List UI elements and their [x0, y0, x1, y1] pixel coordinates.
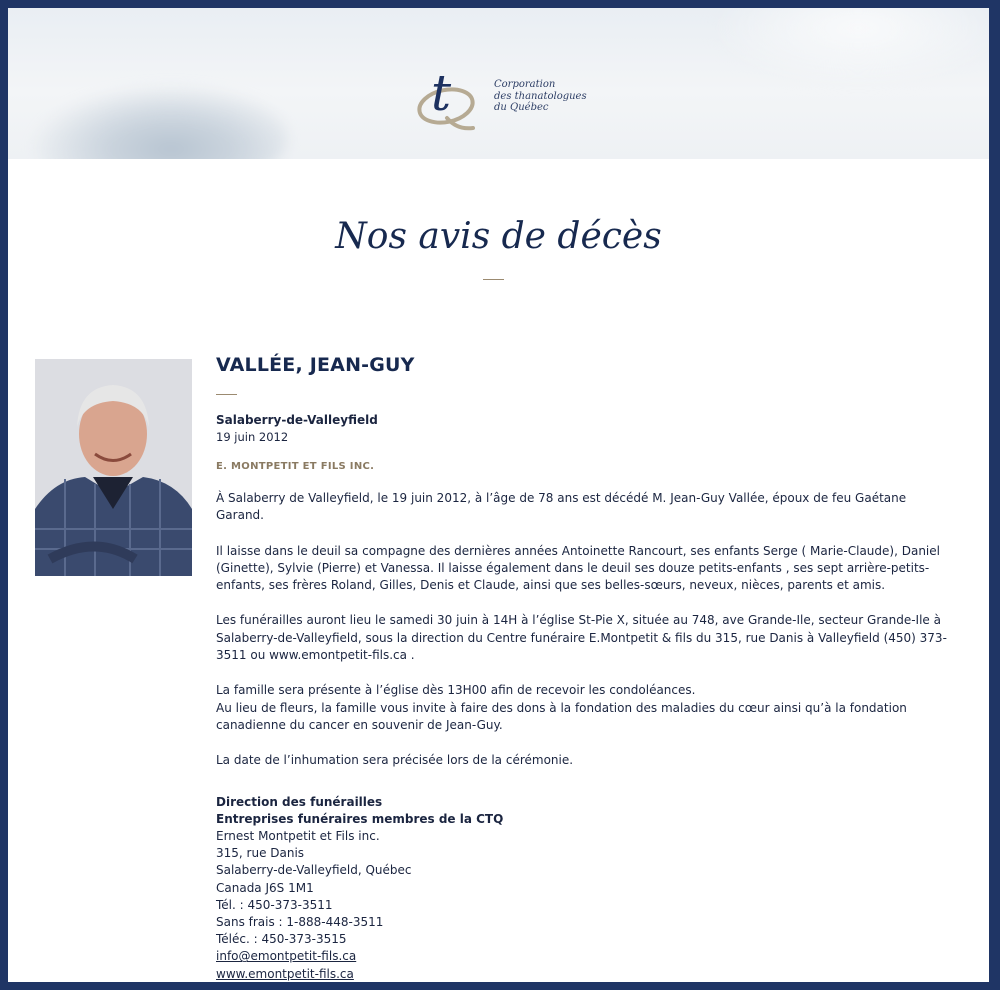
svg-text:t: t — [431, 64, 452, 122]
contact-website-link[interactable]: www.emontpetit-fils.ca — [216, 966, 354, 981]
obituary-paragraph: Au lieu de fleurs, la famille vous invite à faire des dons à la fondation des maladies du cœur ainsi qu’à la fondation canadienne du cancer en souvenir de Jean-Guy. — [216, 700, 907, 732]
sky-cloud-decoration — [28, 83, 288, 159]
notice-date: 19 juin 2012 — [216, 430, 289, 444]
funeral-home-name: E. MONTPETIT ET FILS INC. — [216, 461, 375, 472]
contact-tollfree: Sans frais : 1-888-448-3511 — [216, 914, 384, 929]
page-title: Nos avis de décès — [335, 216, 662, 257]
logo-text-line: Corporation — [494, 79, 556, 90]
contact-postal: Canada J6S 1M1 — [216, 880, 314, 895]
obituary-paragraph: Les funérailles auront lieu le samedi 30 juin à 14H à l’église St-Pie X, située au 748, ave Grande-Ile, secteur Grande-Ile à Salaberry-de-Valleyfield, sous la direction du Centre funéraire E.Montpetit & fils du 315, rue Danis à Valleyfield (450) 373-3511 ou www.emontpetit-fils.ca . — [216, 613, 947, 663]
ctq-logo-text — [494, 79, 587, 114]
contact-email-link[interactable]: info@emontpetit-fils.ca — [216, 949, 357, 964]
contact-street: 315, rue Danis — [216, 846, 305, 861]
logo-text-line: des thanatologues — [494, 90, 587, 102]
contact-subheading: Entreprises funéraires membres de la CTQ — [216, 811, 504, 826]
contact-phone: Tél. : 450-373-3511 — [216, 897, 333, 912]
obituary-paragraph: Il laisse dans le deuil sa compagne des dernières années Antoinette Rancourt, ses enfants Serge ( Marie-Claude), Daniel (Ginette), Sylvie (Pierre) et Vanessa. Il laisse également dans le deuil ses douze petits-enfants , ses sept arrière-petits-enfants, ses frères Roland, Gilles, Denis et Claude, ainsi que ses belles-sœurs, neveux, nièces, parents et amis. — [216, 543, 940, 593]
logo-text-line: du Québec — [494, 102, 549, 113]
obituary-paragraph: À Salaberry de Valleyfield, le 19 juin 2012, à l’âge de 78 ans est décédé M. Jean-Guy Vallée, époux de feu Gaétane Garand. — [216, 491, 907, 523]
contact-fax: Téléc. : 450-373-3515 — [216, 932, 347, 947]
portrait-image — [35, 359, 192, 576]
funeral-direction-contact — [216, 794, 956, 982]
deceased-photo — [35, 359, 192, 576]
obituary-paragraph: La date de l’inhumation sera précisée lors de la cérémonie. — [216, 753, 574, 768]
sky-cloud-decoration — [708, 8, 989, 88]
header-banner — [8, 8, 989, 159]
ctq-logo-icon[interactable] — [413, 58, 483, 138]
notice-city: Salaberry-de-Valleyfield — [216, 413, 378, 427]
contact-heading: Direction des funérailles — [216, 794, 383, 809]
contact-company: Ernest Montpetit et Fils inc. — [216, 828, 380, 843]
obituary-content — [216, 354, 956, 982]
obituary-paragraph: La famille sera présente à l’église dès 13H00 afin de recevoir les condoléances. — [216, 683, 696, 698]
deceased-name: VALLÉE, JEAN-GUY — [216, 354, 415, 376]
name-divider — [216, 394, 237, 395]
page-frame — [8, 8, 989, 982]
title-divider — [483, 279, 504, 280]
contact-city: Salaberry-de-Valleyfield, Québec — [216, 863, 412, 878]
